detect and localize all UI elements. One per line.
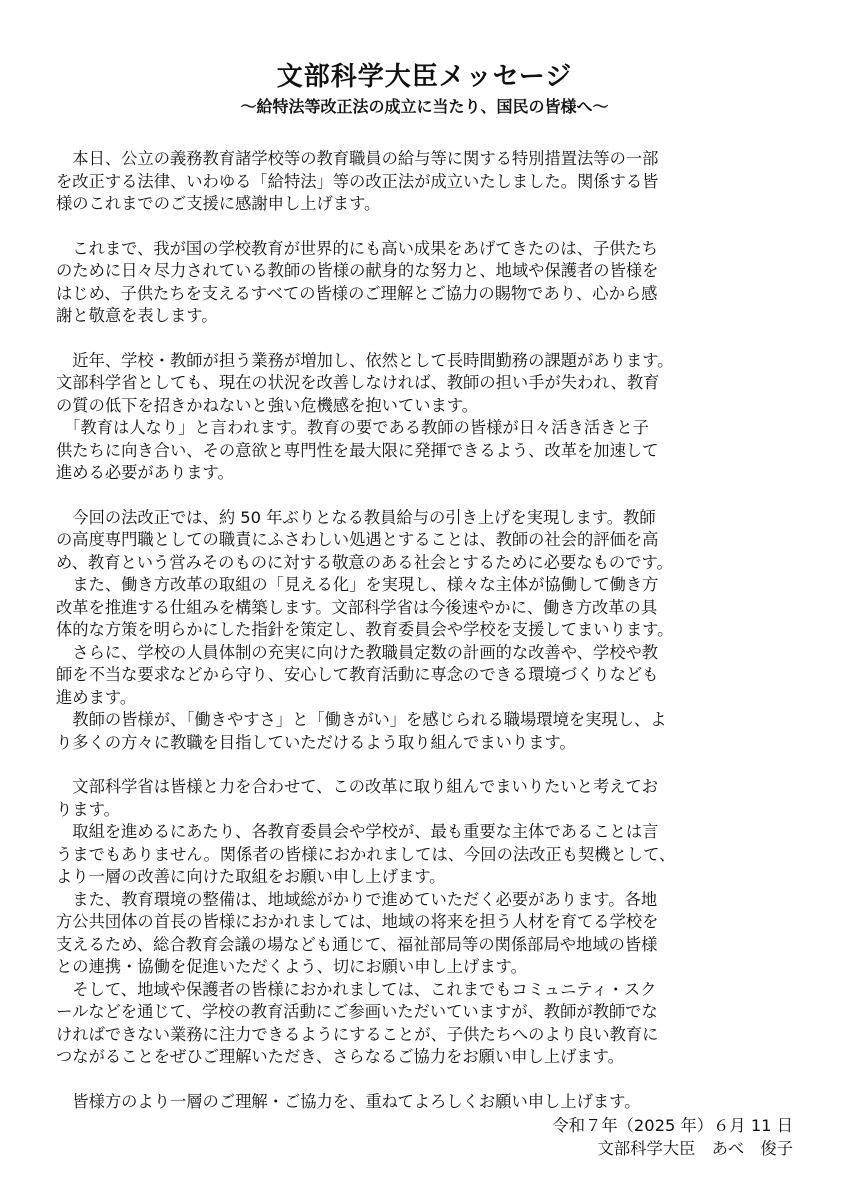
page-title: 文部科学大臣メッセージ	[276, 62, 573, 92]
paragraph-gap	[56, 328, 796, 350]
paragraph	[56, 148, 796, 216]
text-line: 近年、学校・教師が担う業務が増加し、依然として長時間勤務の課題があります。	[56, 350, 674, 370]
text-line: つながることをぜひご理解いただき、さらなるご協力をお願い申し上げます。	[56, 1047, 624, 1066]
text-line: 進める必要があります。	[56, 463, 234, 482]
text-line: のために日々尽力されている教師の皆様の献身的な努力と、地域や保護者の皆様を	[56, 261, 659, 280]
text-line: さらに、学校の人員体制の充実に向けた教職員定数の計画的な改善や、学校や教	[56, 642, 659, 662]
text-line: り多くの方々に教職を目指していただけるよう取り組んでまいります。	[56, 732, 576, 752]
text-line: そして、地域や保護者の皆様におかれましては、これまでもコミュニティ・スク	[56, 979, 657, 999]
text-line: 支えるため、総合教育会議の場なども通じて、福祉部局等の関係部局や地域の皆様	[56, 934, 658, 954]
paragraph	[56, 1091, 796, 1114]
text-line: より一層の改善に向けた取組をお願い申し上げます。	[56, 867, 446, 886]
text-line: 師を不当な要求などから守り、安心して教育活動に専念のできる環境づくりなども	[56, 665, 659, 684]
text-line: 体的な方策を明らかにした指針を策定し、教育委員会や学校を支援してまいります。	[56, 620, 674, 639]
text-line: め、教育という営みそのものに対する敬意のある社会とするために必要なものです。	[56, 552, 673, 572]
paragraph	[56, 350, 796, 485]
text-line: ります。	[56, 799, 120, 819]
paragraph	[56, 507, 796, 755]
paragraph-gap	[56, 485, 796, 507]
text-line: うまでもありません。関係者の皆様におかれましては、今回の法改正も契機として、	[56, 844, 676, 864]
text-line: 改革を推進する仕組みを構築します。文部科学省は今後速やかに、働き方改革の具	[56, 597, 658, 617]
text-line: 供たちに向き合い、その意欲と専門性を最大限に発揮できるよう、改革を加速して	[56, 440, 659, 460]
text-line: 方公共団体の首長の皆様におかれましては、地域の将来を担う人材を育てる学校を	[56, 912, 659, 931]
text-line: 進めます。	[56, 687, 137, 707]
text-line: 本日、公立の義務教育諸学校等の教育職員の給与等に関する特別措置法等の一部	[56, 149, 659, 168]
text-line: ければできない業務に注力できるようにすることが、子供たちへのより良い教育に	[56, 1024, 659, 1044]
text-line: の質の低下を招きかねないと強い危機感を抱いています。	[56, 395, 479, 415]
signature-line: 文部科学大臣 あべ 俊子	[597, 1139, 793, 1158]
paragraph-gap	[56, 216, 796, 238]
text-line: 様のこれまでのご支援に感謝申し上げます。	[56, 194, 381, 213]
message-body	[56, 148, 796, 1113]
text-line: 謝と敬意を表します。	[56, 306, 218, 325]
paragraph-gap	[56, 1069, 796, 1091]
text-line: これまで、我が国の学校教育が世界的にも高い成果をあげてきたのは、子供たち	[56, 238, 659, 258]
text-line: 文部科学省としても、現在の状況を改善しなければ、教師の担い手が失われ、教育	[56, 373, 660, 392]
text-line: 文部科学省は皆様と力を合わせて、この改革に取り組んでまいりたいと考えてお	[56, 777, 659, 796]
date-line: 令和７年（2025 年）６月 11 日	[552, 1116, 793, 1135]
text-line: また、働き方改革の取組の「見える化」を実現し、様々な主体が協働して働き方	[56, 575, 659, 594]
page-subtitle: ～給特法等改正法の成立に当たり、国民の皆様へ～	[240, 97, 609, 116]
text-line: 今回の法改正では、約 50 年ぶりとなる教員給与の引き上げを実現します。教師	[56, 507, 656, 527]
paragraph-gap	[56, 754, 796, 776]
text-line: を改正する法律、いわゆる「給特法」等の改正法が成立いたしました。関係する皆	[56, 171, 659, 191]
text-line: との連携・協働を促進いただくよう、切にお願い申し上げます。	[56, 957, 527, 976]
text-line: はじめ、子供たちを支えるすべての皆様のご理解とご協力の賜物であり、心から感	[56, 283, 658, 303]
text-line: 「教育は人なり」と言われます。教育の要である教師の皆様が日々活き活きと子	[56, 418, 649, 437]
text-line: の高度専門職としての職責にふさわしい処遇とすることは、教師の社会的評価を高	[56, 530, 659, 549]
text-line: また、教育環境の整備は、地域総がかりで進めていただく必要があります。各地	[56, 889, 658, 909]
text-line: 教師の皆様が、「働きやすさ」と「働きがい」を感じられる職場環境を実現し、よ	[56, 710, 667, 729]
paragraph	[56, 238, 796, 328]
text-line: ールなどを通じて、学校の教育活動にご参画いただいていますが、教師が教師でな	[56, 1002, 658, 1021]
closing-block	[553, 1114, 794, 1160]
text-line: 取組を進めるにあたり、各教育委員会や学校が、最も重要な主体であることは言	[56, 822, 659, 841]
paragraph	[56, 776, 796, 1069]
text-line: 皆様方のより一層のご理解・ご協力を、重ねてよろしくお願い申し上げます。	[56, 1091, 641, 1111]
